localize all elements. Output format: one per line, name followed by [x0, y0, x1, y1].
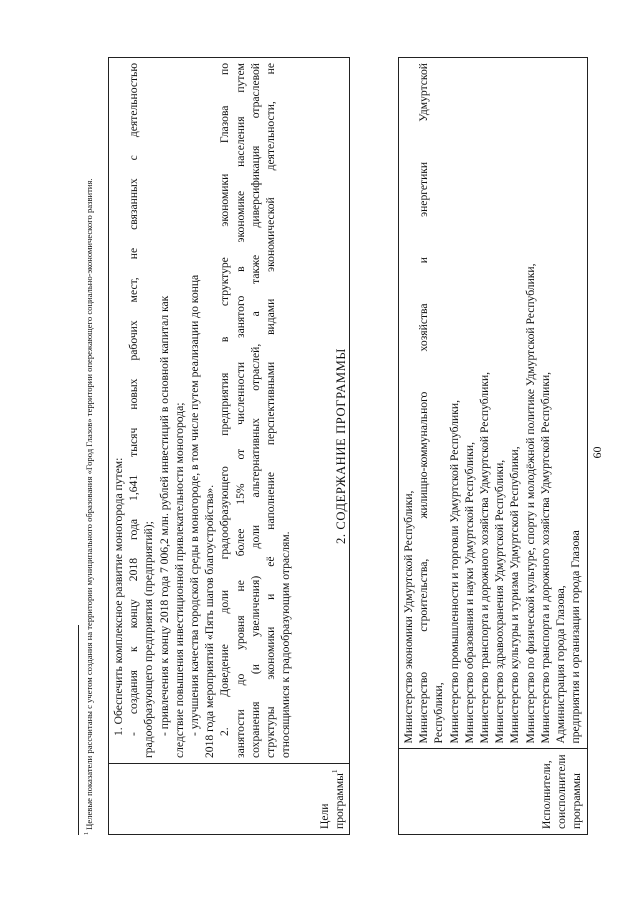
executors-label-line: Исполнители,: [540, 760, 553, 829]
executors-label-cell: [399, 749, 588, 835]
executor-word: строительства,: [417, 558, 431, 632]
executor-item: Министерство здравоохранения Удмуртской Республики,: [493, 459, 507, 744]
goal-line: 2018 года мероприятий «Пять шагов благоустройства».: [203, 484, 217, 758]
goal-line: относящимися к градообразующим отраслям.: [279, 531, 293, 758]
footnote-marker: 1: [84, 832, 90, 835]
goal-line: занятости до уровня не более 15% от численности занятого в экономике населения путем: [233, 63, 247, 758]
executor-item: Администрация города Глазова,: [554, 585, 568, 744]
footnote-divider: [78, 625, 79, 835]
executor-item: Министерство транспорта и дорожного хозяйства Удмуртской Республики,: [538, 371, 552, 744]
executor-item: Министерство культуры и туризма Удмуртской Республики,: [508, 446, 522, 744]
executor-word: Удмуртской: [417, 63, 431, 122]
section-title: 2. СОДЕРЖАНИЕ ПРОГРАММЫ: [334, 348, 348, 545]
goal-line: структуры экономики и её наполнение перспективными видами экономической деятельности, не: [264, 63, 278, 758]
executor-word: энергетики: [417, 161, 431, 217]
goal-line: - создания к концу 2018 года 1,641 тысяч новых рабочих мест, не связанных с деятельностью: [127, 63, 141, 736]
goal-line: следствие повышения инвестиционной привлекательности моногорода;: [172, 402, 186, 758]
executor-item: Республики,: [432, 682, 446, 744]
goals-row: [109, 58, 350, 835]
goal-line: - улучшения качества городской среды в моногороде, в том числе путем реализации до конца: [188, 274, 202, 736]
executors-label-line: программы: [570, 773, 584, 829]
executor-word: жилищно-коммунального: [417, 391, 431, 519]
executor-item: Министерство экономики Удмуртской Республики,: [402, 490, 415, 744]
goals-label-cell: [109, 764, 350, 835]
goal-line: 1. Обеспечить комплексное развитие моногорода путем:: [112, 457, 125, 736]
footnote: [84, 55, 95, 835]
executors-table: [398, 57, 588, 835]
goal-line: сохранения (и увеличения) доли альтернативных отраслей, а также диверсификация отраслевой: [248, 63, 262, 758]
footnote-text: Целевые показатели рассчитаны с учетом создания на территории муниципального образования «Город Глазов» территории опережающего социально-экономического развития.: [84, 178, 94, 830]
executors-label-line: соисполнители: [555, 754, 569, 829]
goals-content-cell: [109, 58, 350, 764]
executor-item: Министерство промышленности и торговли Удмуртской Республики,: [447, 400, 461, 744]
executor-item-spread: [416, 63, 431, 743]
executor-item: Министерство образования и науки Удмуртской Республики,: [462, 442, 476, 744]
goal-line: градообразующего предприятия (предприятий);: [142, 521, 156, 758]
executor-item: Министерство по физической культуре, спорту и молодёжной политике Удмуртской Республики,: [523, 263, 537, 744]
executor-word: Министерство: [417, 671, 431, 744]
executors-row: [399, 58, 588, 835]
footnote-ref: 1: [331, 769, 340, 774]
executor-word: и: [417, 257, 431, 264]
goal-line: - привлечения к концу 2018 года 7 006,2 млн. рублей инвестиций в основной капитал как: [157, 295, 171, 736]
executors-list-cell: [399, 58, 588, 749]
page-number: 60: [590, 446, 604, 459]
goal-line: 2. Доведение доли градообразующего предприятия в структуре экономики Глазова по: [218, 63, 232, 736]
goals-table: [108, 57, 350, 835]
goals-label: Цели программы: [318, 773, 347, 829]
executor-item: Министерство транспорта и дорожного хозяйства Удмуртской Республики,: [478, 371, 492, 744]
executor-item: предприятия и организации города Глазова: [569, 530, 583, 744]
executor-word: хозяйства: [417, 303, 431, 352]
